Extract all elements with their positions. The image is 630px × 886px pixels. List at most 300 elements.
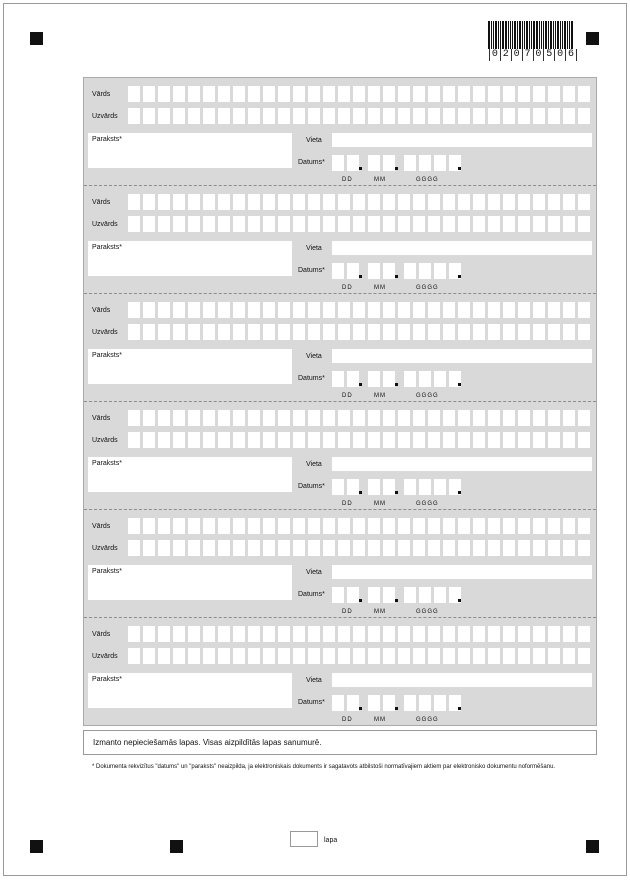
- last-name-cell[interactable]: [248, 540, 260, 556]
- first-name-cell[interactable]: [563, 518, 575, 534]
- first-name-cell[interactable]: [488, 194, 500, 210]
- first-name-cell[interactable]: [353, 194, 365, 210]
- last-name-cell[interactable]: [173, 432, 185, 448]
- last-name-cell[interactable]: [413, 108, 425, 124]
- last-name-cell[interactable]: [233, 648, 245, 664]
- date-cell[interactable]: [332, 587, 344, 603]
- date-cell[interactable]: [368, 695, 380, 711]
- last-name-cell[interactable]: [518, 540, 530, 556]
- last-name-cell[interactable]: [158, 540, 170, 556]
- first-name-cell[interactable]: [218, 194, 230, 210]
- last-name-cell[interactable]: [413, 216, 425, 232]
- last-name-cell[interactable]: [203, 324, 215, 340]
- first-name-cell[interactable]: [293, 86, 305, 102]
- last-name-cell[interactable]: [368, 540, 380, 556]
- last-name-cell[interactable]: [563, 216, 575, 232]
- date-cell[interactable]: [404, 479, 416, 495]
- first-name-cell[interactable]: [263, 86, 275, 102]
- last-name-cell[interactable]: [338, 324, 350, 340]
- last-name-cell[interactable]: [548, 648, 560, 664]
- page-number-input[interactable]: [290, 831, 318, 847]
- first-name-cell[interactable]: [128, 626, 140, 642]
- first-name-cell[interactable]: [578, 86, 590, 102]
- date-cell[interactable]: [368, 479, 380, 495]
- last-name-cell[interactable]: [293, 324, 305, 340]
- last-name-cell[interactable]: [383, 540, 395, 556]
- last-name-field[interactable]: [128, 648, 593, 664]
- first-name-cell[interactable]: [218, 86, 230, 102]
- last-name-cell[interactable]: [293, 108, 305, 124]
- last-name-cell[interactable]: [218, 324, 230, 340]
- first-name-cell[interactable]: [488, 518, 500, 534]
- place-field[interactable]: [332, 565, 592, 579]
- first-name-cell[interactable]: [278, 86, 290, 102]
- last-name-cell[interactable]: [503, 648, 515, 664]
- last-name-cell[interactable]: [458, 108, 470, 124]
- first-name-cell[interactable]: [518, 194, 530, 210]
- last-name-cell[interactable]: [368, 324, 380, 340]
- date-cell[interactable]: [419, 155, 431, 171]
- first-name-cell[interactable]: [578, 410, 590, 426]
- first-name-cell[interactable]: [338, 626, 350, 642]
- last-name-cell[interactable]: [443, 108, 455, 124]
- place-field[interactable]: [332, 349, 592, 363]
- first-name-cell[interactable]: [473, 626, 485, 642]
- first-name-cell[interactable]: [293, 410, 305, 426]
- date-cell[interactable]: [383, 155, 395, 171]
- last-name-cell[interactable]: [533, 216, 545, 232]
- first-name-cell[interactable]: [293, 518, 305, 534]
- last-name-cell[interactable]: [173, 108, 185, 124]
- last-name-cell[interactable]: [443, 648, 455, 664]
- first-name-cell[interactable]: [443, 518, 455, 534]
- first-name-cell[interactable]: [143, 302, 155, 318]
- date-cell[interactable]: [332, 479, 344, 495]
- first-name-field[interactable]: [128, 410, 593, 426]
- last-name-cell[interactable]: [143, 324, 155, 340]
- first-name-cell[interactable]: [338, 410, 350, 426]
- last-name-cell[interactable]: [443, 216, 455, 232]
- last-name-cell[interactable]: [578, 648, 590, 664]
- first-name-cell[interactable]: [353, 86, 365, 102]
- last-name-cell[interactable]: [398, 108, 410, 124]
- first-name-cell[interactable]: [203, 86, 215, 102]
- last-name-cell[interactable]: [518, 216, 530, 232]
- first-name-cell[interactable]: [263, 410, 275, 426]
- first-name-cell[interactable]: [173, 302, 185, 318]
- first-name-cell[interactable]: [188, 302, 200, 318]
- last-name-cell[interactable]: [398, 216, 410, 232]
- first-name-cell[interactable]: [278, 518, 290, 534]
- date-cell[interactable]: [404, 155, 416, 171]
- date-cell[interactable]: [419, 479, 431, 495]
- first-name-cell[interactable]: [173, 626, 185, 642]
- last-name-cell[interactable]: [473, 648, 485, 664]
- last-name-cell[interactable]: [503, 108, 515, 124]
- last-name-cell[interactable]: [488, 432, 500, 448]
- first-name-cell[interactable]: [428, 302, 440, 318]
- first-name-cell[interactable]: [503, 194, 515, 210]
- first-name-cell[interactable]: [458, 194, 470, 210]
- first-name-cell[interactable]: [263, 518, 275, 534]
- last-name-cell[interactable]: [128, 540, 140, 556]
- first-name-cell[interactable]: [413, 626, 425, 642]
- last-name-cell[interactable]: [383, 108, 395, 124]
- first-name-cell[interactable]: [458, 410, 470, 426]
- first-name-cell[interactable]: [518, 410, 530, 426]
- date-cell[interactable]: [383, 371, 395, 387]
- first-name-cell[interactable]: [473, 194, 485, 210]
- last-name-cell[interactable]: [368, 648, 380, 664]
- first-name-cell[interactable]: [503, 518, 515, 534]
- first-name-cell[interactable]: [578, 518, 590, 534]
- first-name-cell[interactable]: [383, 518, 395, 534]
- date-cell[interactable]: [434, 155, 446, 171]
- last-name-cell[interactable]: [233, 540, 245, 556]
- first-name-cell[interactable]: [488, 410, 500, 426]
- last-name-cell[interactable]: [128, 324, 140, 340]
- first-name-cell[interactable]: [548, 626, 560, 642]
- first-name-cell[interactable]: [338, 302, 350, 318]
- first-name-cell[interactable]: [353, 302, 365, 318]
- first-name-cell[interactable]: [218, 410, 230, 426]
- date-field[interactable]: [332, 371, 470, 387]
- first-name-cell[interactable]: [473, 302, 485, 318]
- last-name-cell[interactable]: [218, 648, 230, 664]
- first-name-cell[interactable]: [188, 194, 200, 210]
- last-name-cell[interactable]: [473, 432, 485, 448]
- first-name-cell[interactable]: [488, 626, 500, 642]
- date-cell[interactable]: [419, 695, 431, 711]
- last-name-cell[interactable]: [488, 540, 500, 556]
- last-name-cell[interactable]: [143, 432, 155, 448]
- first-name-cell[interactable]: [398, 86, 410, 102]
- last-name-cell[interactable]: [578, 108, 590, 124]
- last-name-cell[interactable]: [233, 432, 245, 448]
- last-name-cell[interactable]: [308, 540, 320, 556]
- date-cell[interactable]: [368, 587, 380, 603]
- last-name-cell[interactable]: [278, 216, 290, 232]
- date-cell[interactable]: [404, 695, 416, 711]
- last-name-cell[interactable]: [353, 540, 365, 556]
- last-name-cell[interactable]: [518, 432, 530, 448]
- first-name-cell[interactable]: [503, 626, 515, 642]
- last-name-cell[interactable]: [473, 216, 485, 232]
- first-name-cell[interactable]: [458, 86, 470, 102]
- date-cell[interactable]: [383, 587, 395, 603]
- first-name-cell[interactable]: [218, 626, 230, 642]
- last-name-cell[interactable]: [278, 108, 290, 124]
- first-name-cell[interactable]: [263, 194, 275, 210]
- first-name-cell[interactable]: [458, 626, 470, 642]
- last-name-cell[interactable]: [458, 216, 470, 232]
- date-cell[interactable]: [404, 263, 416, 279]
- first-name-cell[interactable]: [323, 86, 335, 102]
- last-name-cell[interactable]: [203, 648, 215, 664]
- date-cell[interactable]: [368, 155, 380, 171]
- date-cell[interactable]: [347, 263, 359, 279]
- last-name-cell[interactable]: [263, 648, 275, 664]
- first-name-cell[interactable]: [518, 86, 530, 102]
- date-cell[interactable]: [368, 263, 380, 279]
- first-name-cell[interactable]: [443, 194, 455, 210]
- last-name-cell[interactable]: [263, 540, 275, 556]
- first-name-cell[interactable]: [248, 626, 260, 642]
- date-cell[interactable]: [383, 695, 395, 711]
- last-name-cell[interactable]: [353, 108, 365, 124]
- last-name-cell[interactable]: [323, 108, 335, 124]
- first-name-cell[interactable]: [233, 194, 245, 210]
- first-name-cell[interactable]: [128, 194, 140, 210]
- first-name-cell[interactable]: [248, 86, 260, 102]
- last-name-cell[interactable]: [203, 216, 215, 232]
- last-name-cell[interactable]: [173, 324, 185, 340]
- last-name-cell[interactable]: [488, 324, 500, 340]
- first-name-cell[interactable]: [368, 194, 380, 210]
- first-name-cell[interactable]: [428, 86, 440, 102]
- first-name-cell[interactable]: [308, 626, 320, 642]
- last-name-cell[interactable]: [428, 432, 440, 448]
- last-name-cell[interactable]: [413, 324, 425, 340]
- date-field[interactable]: [332, 695, 470, 711]
- date-cell[interactable]: [434, 587, 446, 603]
- date-cell[interactable]: [332, 155, 344, 171]
- last-name-cell[interactable]: [428, 648, 440, 664]
- first-name-cell[interactable]: [203, 194, 215, 210]
- first-name-cell[interactable]: [383, 86, 395, 102]
- last-name-cell[interactable]: [548, 216, 560, 232]
- first-name-cell[interactable]: [128, 86, 140, 102]
- last-name-cell[interactable]: [503, 432, 515, 448]
- first-name-cell[interactable]: [533, 626, 545, 642]
- first-name-cell[interactable]: [398, 302, 410, 318]
- first-name-cell[interactable]: [158, 518, 170, 534]
- last-name-cell[interactable]: [563, 324, 575, 340]
- date-cell[interactable]: [434, 263, 446, 279]
- first-name-cell[interactable]: [563, 86, 575, 102]
- last-name-cell[interactable]: [293, 540, 305, 556]
- first-name-cell[interactable]: [548, 518, 560, 534]
- date-field[interactable]: [332, 263, 470, 279]
- first-name-field[interactable]: [128, 194, 593, 210]
- last-name-cell[interactable]: [533, 108, 545, 124]
- first-name-cell[interactable]: [233, 518, 245, 534]
- date-cell[interactable]: [404, 371, 416, 387]
- last-name-cell[interactable]: [413, 432, 425, 448]
- last-name-cell[interactable]: [128, 108, 140, 124]
- date-cell[interactable]: [419, 371, 431, 387]
- first-name-cell[interactable]: [293, 194, 305, 210]
- last-name-cell[interactable]: [323, 216, 335, 232]
- last-name-cell[interactable]: [263, 432, 275, 448]
- last-name-cell[interactable]: [548, 324, 560, 340]
- first-name-cell[interactable]: [248, 194, 260, 210]
- last-name-cell[interactable]: [383, 324, 395, 340]
- last-name-cell[interactable]: [203, 540, 215, 556]
- last-name-cell[interactable]: [218, 216, 230, 232]
- last-name-cell[interactable]: [563, 108, 575, 124]
- first-name-cell[interactable]: [548, 194, 560, 210]
- last-name-cell[interactable]: [293, 432, 305, 448]
- first-name-cell[interactable]: [428, 626, 440, 642]
- first-name-cell[interactable]: [308, 302, 320, 318]
- last-name-cell[interactable]: [503, 540, 515, 556]
- place-field[interactable]: [332, 133, 592, 147]
- last-name-cell[interactable]: [353, 432, 365, 448]
- first-name-cell[interactable]: [323, 194, 335, 210]
- date-cell[interactable]: [347, 155, 359, 171]
- last-name-cell[interactable]: [563, 540, 575, 556]
- last-name-cell[interactable]: [413, 648, 425, 664]
- last-name-cell[interactable]: [233, 324, 245, 340]
- first-name-cell[interactable]: [548, 302, 560, 318]
- last-name-cell[interactable]: [563, 432, 575, 448]
- last-name-cell[interactable]: [518, 648, 530, 664]
- first-name-cell[interactable]: [503, 410, 515, 426]
- first-name-cell[interactable]: [383, 626, 395, 642]
- first-name-cell[interactable]: [503, 86, 515, 102]
- last-name-cell[interactable]: [143, 216, 155, 232]
- last-name-cell[interactable]: [563, 648, 575, 664]
- last-name-cell[interactable]: [248, 324, 260, 340]
- first-name-cell[interactable]: [293, 626, 305, 642]
- last-name-cell[interactable]: [548, 432, 560, 448]
- last-name-cell[interactable]: [218, 540, 230, 556]
- last-name-cell[interactable]: [188, 216, 200, 232]
- first-name-cell[interactable]: [128, 302, 140, 318]
- last-name-cell[interactable]: [533, 648, 545, 664]
- date-cell[interactable]: [434, 695, 446, 711]
- last-name-cell[interactable]: [398, 432, 410, 448]
- date-cell[interactable]: [347, 371, 359, 387]
- last-name-cell[interactable]: [578, 540, 590, 556]
- first-name-cell[interactable]: [203, 626, 215, 642]
- last-name-cell[interactable]: [353, 324, 365, 340]
- first-name-cell[interactable]: [473, 518, 485, 534]
- last-name-cell[interactable]: [128, 432, 140, 448]
- last-name-cell[interactable]: [218, 108, 230, 124]
- first-name-cell[interactable]: [413, 518, 425, 534]
- date-cell[interactable]: [383, 263, 395, 279]
- last-name-cell[interactable]: [518, 108, 530, 124]
- first-name-field[interactable]: [128, 86, 593, 102]
- last-name-cell[interactable]: [488, 108, 500, 124]
- first-name-cell[interactable]: [143, 518, 155, 534]
- date-cell[interactable]: [332, 371, 344, 387]
- last-name-cell[interactable]: [458, 432, 470, 448]
- last-name-field[interactable]: [128, 432, 593, 448]
- first-name-cell[interactable]: [323, 302, 335, 318]
- date-cell[interactable]: [434, 371, 446, 387]
- first-name-cell[interactable]: [533, 518, 545, 534]
- last-name-cell[interactable]: [338, 108, 350, 124]
- first-name-cell[interactable]: [383, 302, 395, 318]
- last-name-cell[interactable]: [368, 432, 380, 448]
- last-name-cell[interactable]: [548, 108, 560, 124]
- last-name-cell[interactable]: [413, 540, 425, 556]
- first-name-cell[interactable]: [353, 410, 365, 426]
- first-name-cell[interactable]: [368, 626, 380, 642]
- last-name-cell[interactable]: [458, 324, 470, 340]
- first-name-cell[interactable]: [158, 410, 170, 426]
- first-name-cell[interactable]: [203, 302, 215, 318]
- last-name-cell[interactable]: [293, 216, 305, 232]
- date-field[interactable]: [332, 587, 470, 603]
- last-name-cell[interactable]: [248, 432, 260, 448]
- last-name-cell[interactable]: [323, 432, 335, 448]
- last-name-cell[interactable]: [533, 324, 545, 340]
- first-name-cell[interactable]: [308, 86, 320, 102]
- first-name-cell[interactable]: [338, 194, 350, 210]
- first-name-cell[interactable]: [128, 410, 140, 426]
- first-name-cell[interactable]: [413, 86, 425, 102]
- first-name-cell[interactable]: [413, 194, 425, 210]
- last-name-field[interactable]: [128, 324, 593, 340]
- last-name-cell[interactable]: [503, 324, 515, 340]
- date-cell[interactable]: [434, 479, 446, 495]
- last-name-cell[interactable]: [203, 108, 215, 124]
- first-name-cell[interactable]: [143, 410, 155, 426]
- last-name-cell[interactable]: [293, 648, 305, 664]
- first-name-cell[interactable]: [503, 302, 515, 318]
- first-name-cell[interactable]: [518, 302, 530, 318]
- last-name-cell[interactable]: [338, 648, 350, 664]
- first-name-cell[interactable]: [473, 410, 485, 426]
- first-name-cell[interactable]: [398, 626, 410, 642]
- date-cell[interactable]: [419, 263, 431, 279]
- last-name-cell[interactable]: [128, 216, 140, 232]
- date-cell[interactable]: [383, 479, 395, 495]
- last-name-cell[interactable]: [188, 432, 200, 448]
- first-name-cell[interactable]: [563, 626, 575, 642]
- last-name-cell[interactable]: [398, 648, 410, 664]
- first-name-cell[interactable]: [398, 518, 410, 534]
- last-name-cell[interactable]: [473, 324, 485, 340]
- first-name-cell[interactable]: [173, 86, 185, 102]
- first-name-cell[interactable]: [413, 410, 425, 426]
- last-name-cell[interactable]: [368, 216, 380, 232]
- first-name-cell[interactable]: [233, 86, 245, 102]
- first-name-cell[interactable]: [368, 410, 380, 426]
- place-field[interactable]: [332, 673, 592, 687]
- first-name-cell[interactable]: [518, 518, 530, 534]
- last-name-cell[interactable]: [443, 540, 455, 556]
- last-name-cell[interactable]: [158, 324, 170, 340]
- first-name-cell[interactable]: [248, 518, 260, 534]
- first-name-cell[interactable]: [443, 86, 455, 102]
- first-name-cell[interactable]: [533, 410, 545, 426]
- last-name-cell[interactable]: [308, 216, 320, 232]
- last-name-cell[interactable]: [398, 540, 410, 556]
- date-cell[interactable]: [332, 263, 344, 279]
- date-cell[interactable]: [404, 587, 416, 603]
- last-name-cell[interactable]: [278, 324, 290, 340]
- first-name-cell[interactable]: [413, 302, 425, 318]
- first-name-cell[interactable]: [548, 86, 560, 102]
- date-cell[interactable]: [347, 695, 359, 711]
- first-name-cell[interactable]: [233, 626, 245, 642]
- last-name-cell[interactable]: [158, 432, 170, 448]
- date-cell[interactable]: [347, 587, 359, 603]
- first-name-cell[interactable]: [218, 302, 230, 318]
- last-name-cell[interactable]: [443, 324, 455, 340]
- first-name-cell[interactable]: [578, 302, 590, 318]
- first-name-cell[interactable]: [428, 518, 440, 534]
- place-field[interactable]: [332, 241, 592, 255]
- first-name-cell[interactable]: [233, 410, 245, 426]
- last-name-cell[interactable]: [533, 432, 545, 448]
- date-cell[interactable]: [368, 371, 380, 387]
